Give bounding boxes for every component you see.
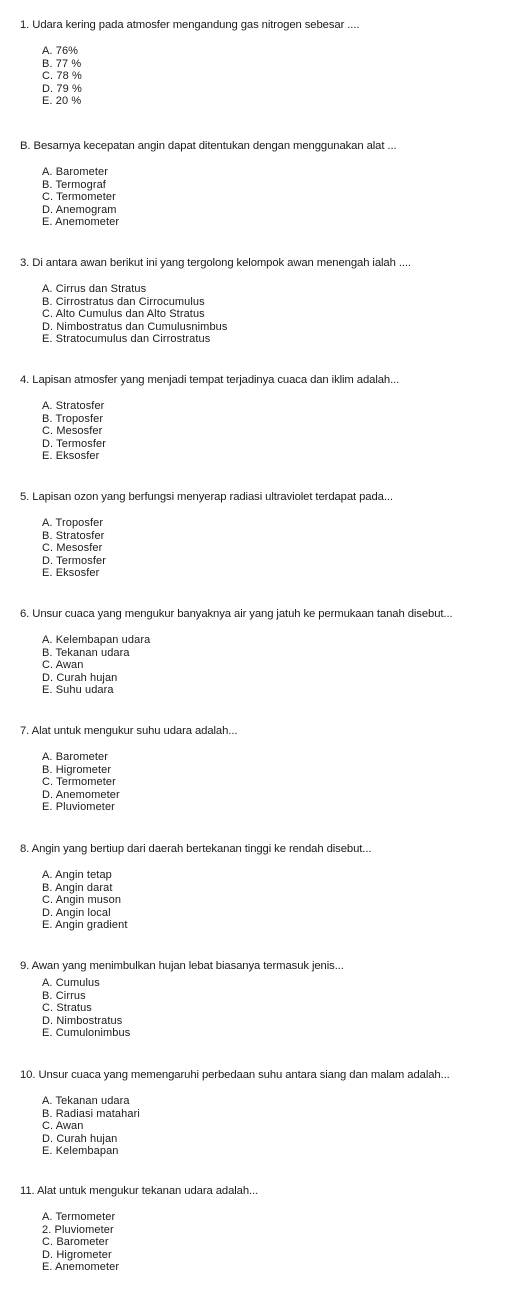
question-text: 5. Lapisan ozon yang berfungsi menyerap radiasi ultraviolet terdapat pada... bbox=[20, 491, 393, 503]
question-11 bbox=[20, 1184, 510, 1274]
option-c: C. Angin muson bbox=[42, 894, 122, 906]
option-c: C. Barometer bbox=[42, 1236, 109, 1248]
option-a: A. Troposfer bbox=[42, 517, 104, 529]
option-d: D. Nimbostratus bbox=[42, 1014, 123, 1027]
option-b: B. Termograf bbox=[42, 178, 106, 191]
option-b: B. Angin darat bbox=[42, 881, 113, 894]
option-d: D. Termosfer bbox=[42, 554, 106, 567]
option-a: A. 76% bbox=[42, 45, 79, 57]
question-text: B. Besarnya kecepatan angin dapat ditentukan dengan menggunakan alat ... bbox=[20, 140, 397, 152]
option-a: A. Tekanan udara bbox=[42, 1095, 130, 1107]
option-d: D. Higrometer bbox=[42, 1248, 112, 1261]
option-b: B. Tekanan udara bbox=[42, 646, 130, 659]
option-b: B. Stratosfer bbox=[42, 529, 105, 542]
option-a: A. Angin tetap bbox=[42, 869, 112, 881]
option-list bbox=[42, 869, 510, 932]
option-c: C. Mesosfer bbox=[42, 542, 103, 554]
option-d: D. Nimbostratus dan Cumulusnimbus bbox=[42, 320, 228, 333]
option-a: A. Stratosfer bbox=[42, 400, 105, 412]
question-text: 7. Alat untuk mengukur suhu udara adalah... bbox=[20, 725, 238, 737]
option-e: E. Eksosfer bbox=[42, 450, 100, 462]
question-3 bbox=[20, 256, 510, 346]
option-e: E. Pluviometer bbox=[42, 801, 115, 813]
option-d: D. 79 % bbox=[42, 82, 82, 95]
option-e: E. Anemometer bbox=[42, 216, 120, 228]
option-c: C. Mesosfer bbox=[42, 425, 103, 437]
option-list bbox=[42, 283, 510, 346]
option-list bbox=[42, 45, 510, 108]
option-c: C. Stratus bbox=[42, 1002, 92, 1014]
question-7 bbox=[20, 724, 510, 814]
option-c: C. Termometer bbox=[42, 776, 116, 788]
question-9 bbox=[20, 959, 510, 1040]
option-e: E. Angin gradient bbox=[42, 919, 128, 931]
option-e: E. Suhu udara bbox=[42, 684, 114, 696]
option-b: 2. Pluviometer bbox=[42, 1223, 114, 1236]
option-list bbox=[42, 517, 510, 580]
option-list bbox=[42, 1095, 510, 1158]
option-list bbox=[42, 751, 510, 814]
option-d: D. Curah hujan bbox=[42, 671, 118, 684]
question-6 bbox=[20, 607, 510, 697]
question-5 bbox=[20, 490, 510, 580]
question-text: 10. Unsur cuaca yang memengaruhi perbedaan suhu antara siang dan malam adalah... bbox=[20, 1069, 450, 1081]
option-a: A. Termometer bbox=[42, 1211, 116, 1223]
option-list bbox=[42, 634, 510, 697]
question-text: 9. Awan yang menimbulkan hujan lebat biasanya termasuk jenis... bbox=[20, 960, 344, 972]
option-e: E. Eksosfer bbox=[42, 567, 100, 579]
question-text: 11. Alat untuk mengukur tekanan udara adalah... bbox=[20, 1185, 259, 1197]
question-8 bbox=[20, 842, 510, 932]
question-text: 4. Lapisan atmosfer yang menjadi tempat terjadinya cuaca dan iklim adalah... bbox=[20, 374, 400, 386]
option-b: B. Cirrostratus dan Cirrocumulus bbox=[42, 295, 205, 308]
option-list bbox=[42, 1211, 510, 1274]
option-b: B. 77 % bbox=[42, 57, 82, 70]
option-e: E. Anemometer bbox=[42, 1261, 120, 1273]
option-a: A. Cirrus dan Stratus bbox=[42, 283, 147, 295]
option-a: A. Cumulus bbox=[42, 977, 100, 989]
option-b: B. Higrometer bbox=[42, 763, 112, 776]
question-text: 3. Di antara awan berikut ini yang tergolong kelompok awan menengah ialah .... bbox=[20, 257, 411, 269]
question-10 bbox=[20, 1068, 510, 1158]
question-text: 8. Angin yang bertiup dari daerah bertekanan tinggi ke rendah disebut... bbox=[20, 843, 372, 855]
option-a: A. Kelembapan udara bbox=[42, 634, 151, 646]
option-a: A. Barometer bbox=[42, 166, 109, 178]
option-d: D. Anemometer bbox=[42, 788, 120, 801]
option-c: C. 78 % bbox=[42, 70, 82, 82]
option-e: E. Cumulonimbus bbox=[42, 1027, 131, 1039]
option-e: E. Stratocumulus dan Cirrostratus bbox=[42, 333, 211, 345]
option-d: D. Termosfer bbox=[42, 437, 106, 450]
option-b: B. Radiasi matahari bbox=[42, 1107, 140, 1120]
option-d: D. Angin local bbox=[42, 906, 111, 919]
option-c: C. Awan bbox=[42, 1120, 84, 1132]
option-b: B. Troposfer bbox=[42, 412, 104, 425]
option-e: E. 20 % bbox=[42, 95, 82, 107]
option-c: C. Alto Cumulus dan Alto Stratus bbox=[42, 308, 205, 320]
option-b: B. Cirrus bbox=[42, 989, 86, 1002]
question-text: 1. Udara kering pada atmosfer mengandung gas nitrogen sebesar .... bbox=[20, 19, 360, 31]
question-text: 6. Unsur cuaca yang mengukur banyaknya air yang jatuh ke permukaan tanah disebut... bbox=[20, 608, 453, 620]
option-e: E. Kelembapan bbox=[42, 1145, 119, 1157]
option-list bbox=[42, 400, 510, 463]
option-a: A. Barometer bbox=[42, 751, 109, 763]
option-list bbox=[42, 166, 510, 229]
question-4 bbox=[20, 373, 510, 463]
option-list bbox=[42, 977, 510, 1040]
option-d: D. Curah hujan bbox=[42, 1132, 118, 1145]
option-c: C. Awan bbox=[42, 659, 84, 671]
option-c: C. Termometer bbox=[42, 191, 116, 203]
question-1 bbox=[20, 18, 510, 108]
question-2 bbox=[20, 139, 510, 229]
option-d: D. Anemogram bbox=[42, 203, 117, 216]
